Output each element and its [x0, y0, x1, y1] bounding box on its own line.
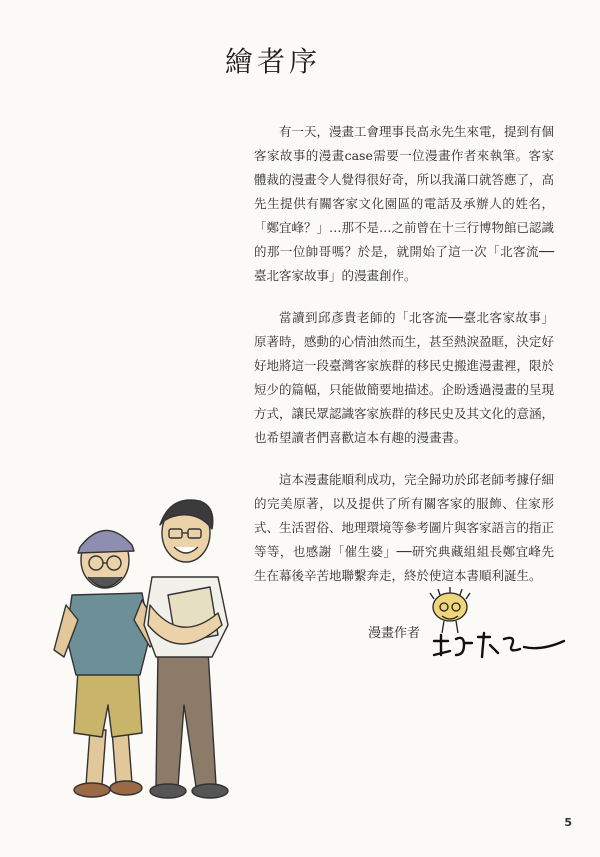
signature-block	[368, 585, 568, 675]
paragraph-1: 有一天，漫畫工會理事長高永先生來電，提到有個客家故事的漫畫case需要一位漫畫作者來執筆。客家體裁的漫畫令人覺得很好奇，所以我滿口就答應了，高先生提供有關客家文化園區的電話及承辦人的姓名，「鄭宜峰？」…那不是…之前曾在十三行博物館已認識的那一位帥哥嗎？於是，就開始了這一次「北客流──臺北客家故事」的漫畫創作。	[254, 124, 555, 283]
paragraph-2: 當讀到邱彥貴老師的「北客流──臺北客家故事」原著時，感動的心情油然而生，甚至熱淚盈眶，決定好好地將這一段臺灣客家族群的移民史搬進漫畫裡，限於短少的篇幅，只能做簡要地描述。企盼透過漫畫的呈現方式，讓民眾認識客家族群的移民史及其文化的意涵，也希望讀者們喜歡這本有趣的漫畫書。	[254, 310, 555, 445]
left-figure	[54, 530, 162, 797]
page-title: 繪者序	[225, 45, 322, 78]
preface-body	[254, 120, 554, 606]
cartoon-illustration	[50, 485, 260, 815]
paragraph-3: 這本漫畫能順利成功，完全歸功於邱老師考據仔細的完美原著，以及提供了所有關客家的服飾、住家形式、生活習俗、地理環境等參考圖片與客家語言的指正等等，也感謝「催生婆」──研究典藏組組長鄭宜峰先生在幕後辛苦地聯繫奔走，終於使這本書順利誕生。	[254, 472, 555, 583]
signature-label: 漫畫作者	[368, 626, 421, 641]
artist-caricature-icon	[430, 587, 470, 633]
signature-art	[420, 585, 570, 665]
right-figure	[144, 500, 228, 798]
page-number: 5	[564, 816, 572, 829]
handwritten-signature	[434, 633, 564, 657]
